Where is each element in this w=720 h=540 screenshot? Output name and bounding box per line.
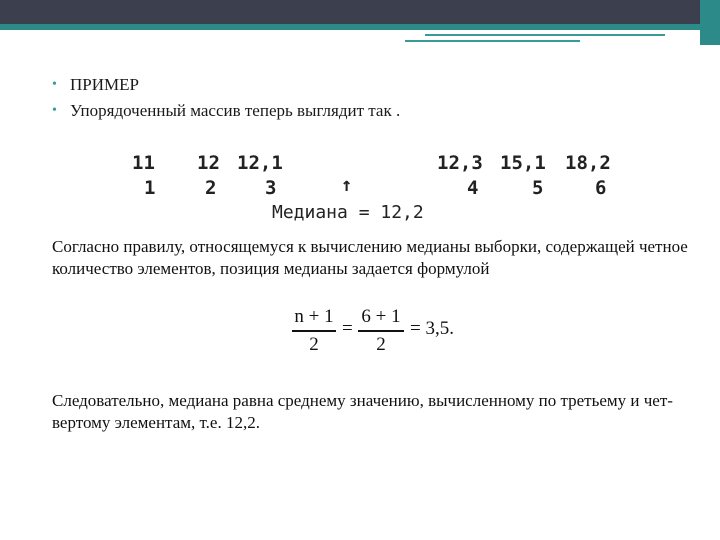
median-arrow-icon: ↑ [341,174,353,196]
array-value: 12,3 [437,152,483,174]
bullet-list [52,72,400,124]
paragraph-rule: Согласно правилу, относящемуся к вычислению медианы выборки, содержащей четное количество элементов, позиция медианы задается формулой [52,237,688,278]
fraction-denominator: 2 [309,333,319,355]
accent-line-1 [425,34,665,36]
bullet-item-array [52,98,400,124]
bullet-text: ПРИМЕР [70,75,139,94]
array-value: 15,1 [500,152,546,174]
array-value: 18,2 [565,152,611,174]
fraction-numerator: n + 1 [294,306,334,327]
array-value: 12 [197,152,220,174]
teal-band [0,24,700,30]
array-position: 6 [595,177,607,199]
bullet-dot-icon: • [52,77,57,92]
array-value: 12,1 [237,152,283,174]
equals-sign: = [342,318,353,339]
array-position: 1 [144,177,156,199]
corner-block [700,0,720,45]
array-value: 11 [132,152,155,174]
fraction-n [292,306,336,356]
formula-result: = 3,5. [410,318,454,339]
accent-line-2 [405,40,580,42]
array-position: 4 [467,177,479,199]
bullet-dot-icon: • [52,103,57,118]
bullet-text: Упорядоченный массив теперь выглядит так . [70,101,401,120]
paragraph-conclusion: Следовательно, медиана равна среднему значению, вычисленному по третьему и чет-вертому элементам, т.е. 12,2. [52,391,673,432]
fraction-bar [358,330,404,332]
median-label: Медиана = 12,2 [272,202,424,223]
fraction-denominator: 2 [376,333,386,355]
fraction-six [358,306,404,356]
bullet-item-example [52,72,400,98]
fraction-numerator: 6 + 1 [361,306,401,327]
top-bar [0,0,720,24]
array-position: 3 [265,177,277,199]
array-position: 2 [205,177,217,199]
array-position: 5 [532,177,544,199]
fraction-bar [292,330,336,332]
